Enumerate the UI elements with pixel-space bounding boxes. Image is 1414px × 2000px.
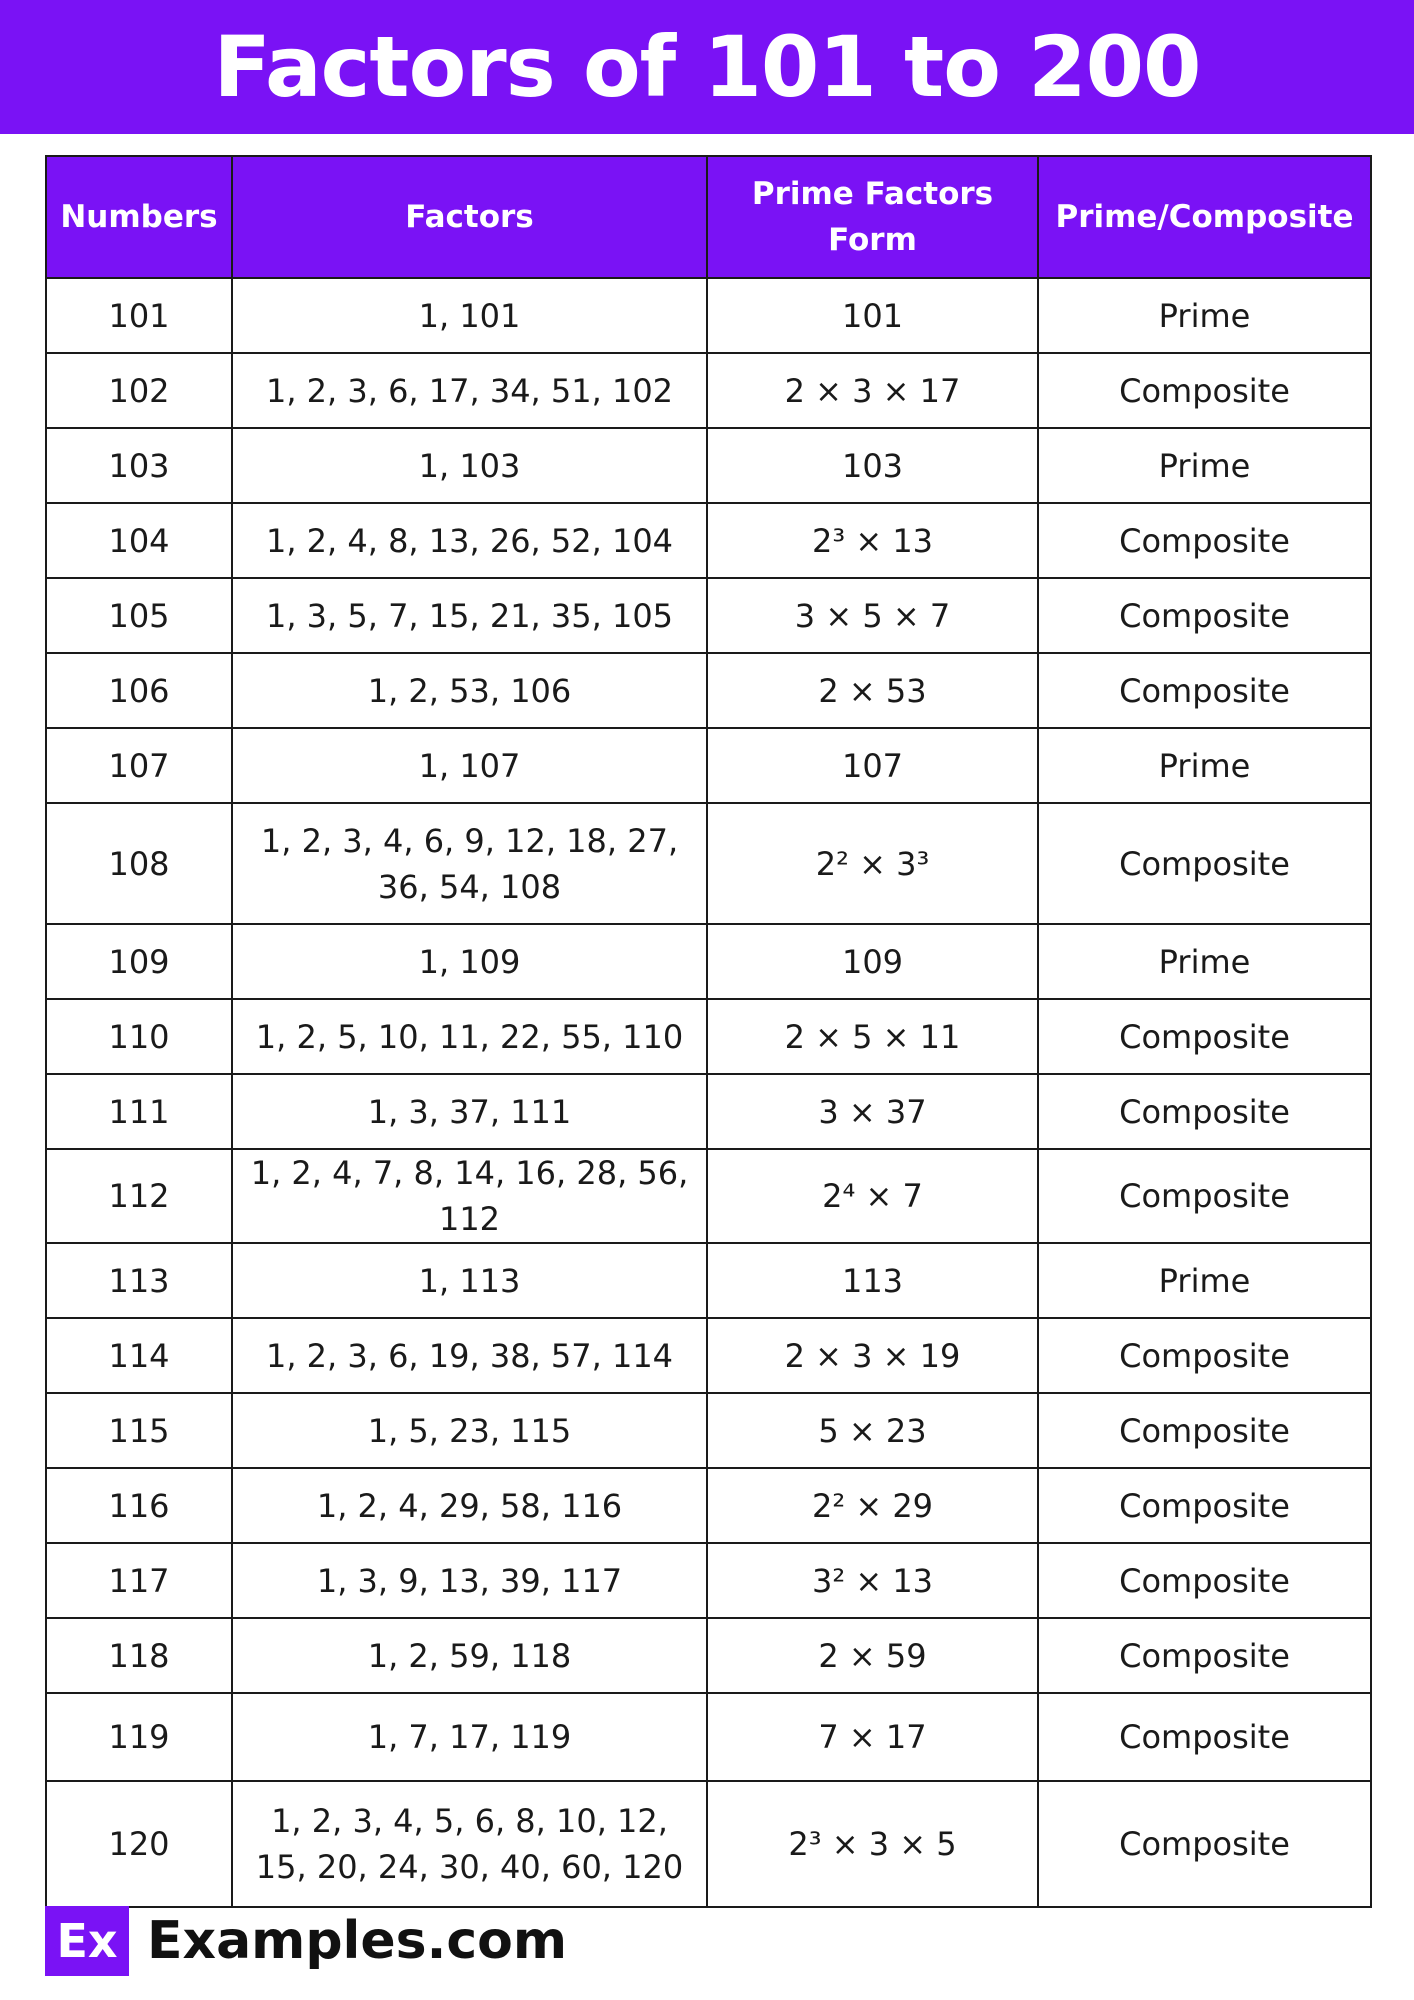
factors-cell: 1, 109 [232, 924, 707, 999]
number-cell: 111 [46, 1074, 232, 1149]
factors-cell: 1, 7, 17, 119 [232, 1693, 707, 1781]
table-row [46, 428, 1371, 503]
prime-form-cell: 109 [707, 924, 1038, 999]
number-cell: 108 [46, 803, 232, 924]
table-row [46, 1468, 1371, 1543]
type-cell: Composite [1038, 1693, 1371, 1781]
table-row [46, 1393, 1371, 1468]
table-header-row [46, 156, 1371, 278]
table-row [46, 728, 1371, 803]
type-cell: Prime [1038, 278, 1371, 353]
type-cell: Composite [1038, 999, 1371, 1074]
prime-form-cell: 2 × 3 × 19 [707, 1318, 1038, 1393]
number-cell: 103 [46, 428, 232, 503]
prime-form-cell: 2 × 59 [707, 1618, 1038, 1693]
header-factors: Factors [232, 156, 707, 278]
number-cell: 118 [46, 1618, 232, 1693]
number-cell: 113 [46, 1243, 232, 1318]
type-cell: Composite [1038, 1468, 1371, 1543]
type-cell: Composite [1038, 1074, 1371, 1149]
type-cell: Composite [1038, 1149, 1371, 1243]
factors-cell: 1, 2, 4, 8, 13, 26, 52, 104 [232, 503, 707, 578]
factors-cell: 1, 3, 9, 13, 39, 117 [232, 1543, 707, 1618]
number-cell: 102 [46, 353, 232, 428]
table-row [46, 999, 1371, 1074]
title-banner [0, 0, 1414, 134]
page-title: Factors of 101 to 200 [213, 18, 1201, 116]
number-cell: 105 [46, 578, 232, 653]
factors-cell: 1, 2, 3, 4, 5, 6, 8, 10, 12, 15, 20, 24, 30, 40, 60, 120 [232, 1781, 707, 1907]
type-cell: Composite [1038, 803, 1371, 924]
number-cell: 112 [46, 1149, 232, 1243]
table-row [46, 1618, 1371, 1693]
number-cell: 114 [46, 1318, 232, 1393]
table-row [46, 1074, 1371, 1149]
number-cell: 107 [46, 728, 232, 803]
type-cell: Prime [1038, 428, 1371, 503]
prime-form-cell: 103 [707, 428, 1038, 503]
prime-form-cell: 101 [707, 278, 1038, 353]
table-row [46, 1243, 1371, 1318]
factors-cell: 1, 103 [232, 428, 707, 503]
table-row [46, 353, 1371, 428]
number-cell: 115 [46, 1393, 232, 1468]
number-cell: 117 [46, 1543, 232, 1618]
prime-form-cell: 2⁴ × 7 [707, 1149, 1038, 1243]
prime-form-cell: 3 × 37 [707, 1074, 1038, 1149]
table-row [46, 278, 1371, 353]
factors-cell: 1, 107 [232, 728, 707, 803]
examples-logo[interactable] [45, 1906, 567, 1976]
factors-cell: 1, 2, 3, 4, 6, 9, 12, 18, 27, 36, 54, 108 [232, 803, 707, 924]
factors-cell: 1, 3, 5, 7, 15, 21, 35, 105 [232, 578, 707, 653]
prime-form-cell: 2² × 29 [707, 1468, 1038, 1543]
number-cell: 110 [46, 999, 232, 1074]
prime-form-cell: 2 × 53 [707, 653, 1038, 728]
logo-text: Examples.com [147, 1911, 568, 1971]
prime-form-cell: 5 × 23 [707, 1393, 1038, 1468]
factors-cell: 1, 113 [232, 1243, 707, 1318]
type-cell: Composite [1038, 578, 1371, 653]
type-cell: Composite [1038, 503, 1371, 578]
type-cell: Composite [1038, 653, 1371, 728]
header-numbers: Numbers [46, 156, 232, 278]
table-row [46, 653, 1371, 728]
type-cell: Composite [1038, 1543, 1371, 1618]
table-row [46, 803, 1371, 924]
factors-cell: 1, 2, 5, 10, 11, 22, 55, 110 [232, 999, 707, 1074]
number-cell: 116 [46, 1468, 232, 1543]
prime-form-cell: 107 [707, 728, 1038, 803]
number-cell: 109 [46, 924, 232, 999]
number-cell: 106 [46, 653, 232, 728]
table-row [46, 1693, 1371, 1781]
table-row [46, 578, 1371, 653]
prime-form-cell: 2³ × 13 [707, 503, 1038, 578]
type-cell: Composite [1038, 1318, 1371, 1393]
type-cell: Prime [1038, 924, 1371, 999]
prime-form-cell: 2² × 3³ [707, 803, 1038, 924]
prime-form-cell: 2 × 3 × 17 [707, 353, 1038, 428]
factors-cell: 1, 2, 59, 118 [232, 1618, 707, 1693]
number-cell: 119 [46, 1693, 232, 1781]
type-cell: Composite [1038, 1781, 1371, 1907]
factors-cell: 1, 2, 4, 7, 8, 14, 16, 28, 56, 112 [232, 1149, 707, 1243]
type-cell: Composite [1038, 1618, 1371, 1693]
prime-form-cell: 7 × 17 [707, 1693, 1038, 1781]
factors-cell: 1, 2, 4, 29, 58, 116 [232, 1468, 707, 1543]
table-row [46, 1318, 1371, 1393]
table-row [46, 924, 1371, 999]
prime-form-cell: 3 × 5 × 7 [707, 578, 1038, 653]
table-row [46, 1781, 1371, 1907]
header-prime-composite: Prime/Composite [1038, 156, 1371, 278]
factors-cell: 1, 2, 3, 6, 17, 34, 51, 102 [232, 353, 707, 428]
type-cell: Prime [1038, 1243, 1371, 1318]
factors-cell: 1, 2, 3, 6, 19, 38, 57, 114 [232, 1318, 707, 1393]
factors-cell: 1, 3, 37, 111 [232, 1074, 707, 1149]
prime-form-cell: 113 [707, 1243, 1038, 1318]
factors-cell: 1, 2, 53, 106 [232, 653, 707, 728]
type-cell: Composite [1038, 353, 1371, 428]
table-row [46, 1149, 1371, 1243]
table-row [46, 503, 1371, 578]
factors-table [45, 155, 1372, 1908]
factors-cell: 1, 101 [232, 278, 707, 353]
prime-form-cell: 2³ × 3 × 5 [707, 1781, 1038, 1907]
prime-form-cell: 2 × 5 × 11 [707, 999, 1038, 1074]
type-cell: Prime [1038, 728, 1371, 803]
header-prime-factors-form: Prime Factors Form [707, 156, 1038, 278]
number-cell: 120 [46, 1781, 232, 1907]
number-cell: 101 [46, 278, 232, 353]
factors-cell: 1, 5, 23, 115 [232, 1393, 707, 1468]
prime-form-cell: 3² × 13 [707, 1543, 1038, 1618]
logo-mark: Ex [45, 1906, 129, 1976]
table-row [46, 1543, 1371, 1618]
number-cell: 104 [46, 503, 232, 578]
type-cell: Composite [1038, 1393, 1371, 1468]
